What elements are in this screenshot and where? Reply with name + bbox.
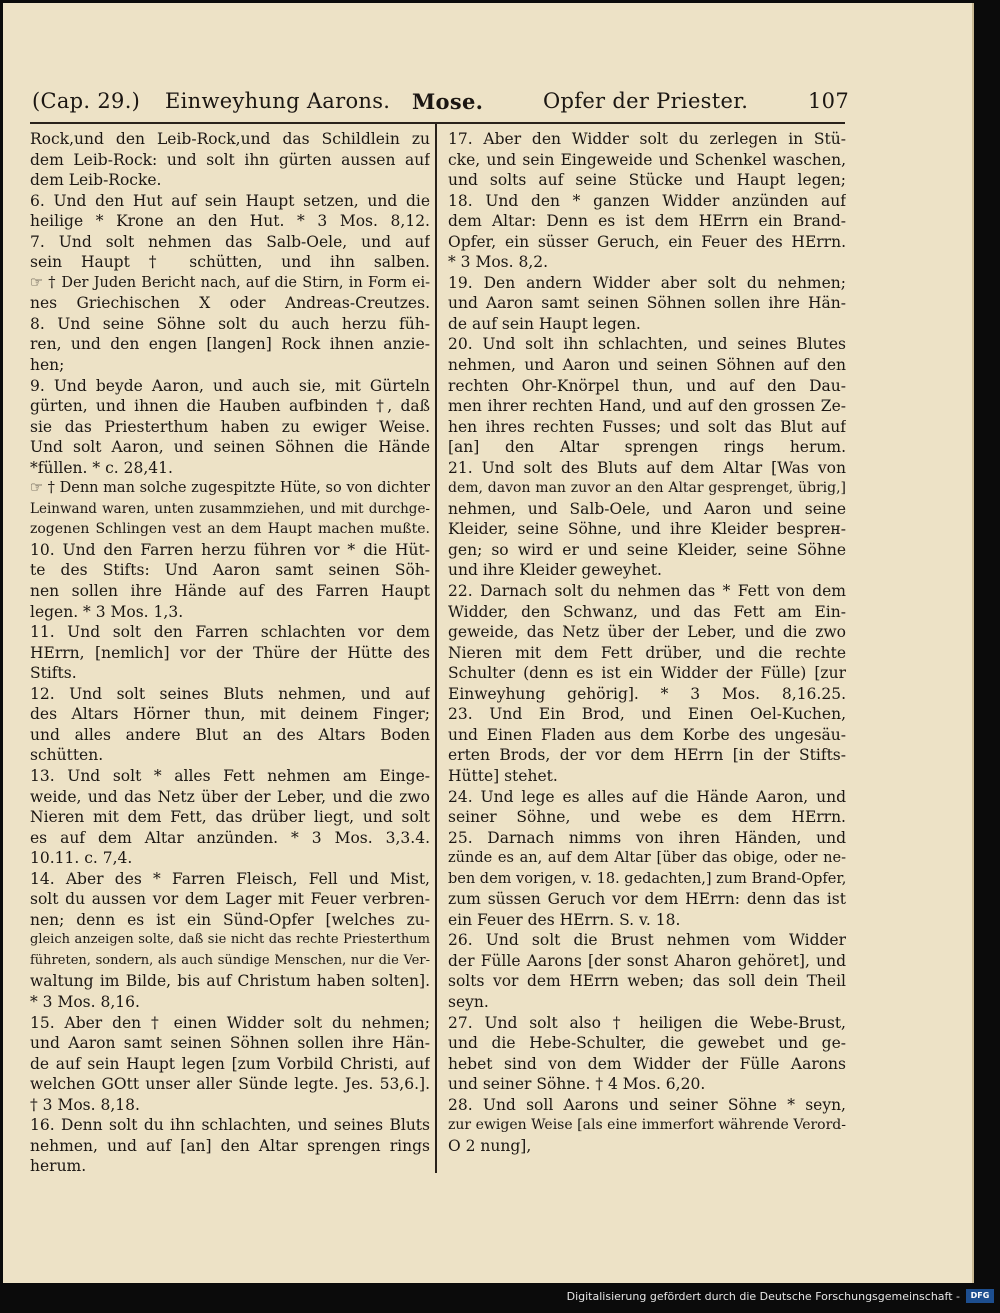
text-line: nehmen, und Aaron und seinen Söhnen auf den — [448, 356, 846, 375]
text-line: solts vor dem HErrn weben; das soll dein Theil — [448, 972, 846, 991]
text-line: 22. Darnach solt du nehmen das * Fett von dem — [448, 582, 846, 601]
text-line: dem Altar: Denn es ist dem HErrn ein Brand- — [448, 212, 846, 231]
text-line: zogenen Schlingen vest an dem Haupt machen mußte. — [30, 521, 430, 538]
text-line: 9. Und beyde Aaron, und auch sie, mit Gürteln — [30, 376, 430, 395]
text-line: waltung im Bilde, bis auf Christum haben solten]. — [30, 972, 430, 991]
text-line: 10. Und den Farren herzu führen vor * die Hüt- — [30, 540, 430, 559]
text-line: und seiner Söhne. † 4 Mos. 6,20. — [448, 1075, 706, 1094]
text-line: führeten, sondern, als auch sündige Menschen, nur die Ver- — [30, 952, 430, 968]
text-line: seyn. — [448, 992, 489, 1011]
digitization-footer — [0, 1285, 1000, 1313]
text-line: men ihrer rechten Hand, und auf den grossen Ze- — [448, 397, 846, 416]
text-line: 14. Aber des * Farren Fleisch, Fell und Mist, — [30, 869, 430, 888]
text-line: erten Brods, der vor dem HErrn [in der Stifts- — [448, 746, 846, 765]
text-line: Kleider, seine Söhne, und ihre Kleider besprен- — [448, 520, 846, 539]
text-line: zünde es an, auf dem Altar [über das obige, oder ne- — [448, 850, 846, 867]
text-line: 19. Den andern Widder aber solt du nehmen; — [448, 273, 846, 292]
text-line: und solts auf seine Stücke und Haupt legen; — [448, 171, 846, 190]
page-number: 107 — [808, 89, 849, 113]
text-line: 25. Darnach nimms von ihren Händen, und — [448, 828, 846, 847]
text-line: ☞ † Denn man solche zugespitzte Hüte, so von dichter — [30, 480, 430, 497]
text-line: Rock,und den Leib-Rock,und das Schildlein zu — [30, 130, 430, 148]
text-line: 23. Und Ein Brod, und Einen Oel-Kuchen, — [448, 705, 846, 724]
text-line: 7. Und solt nehmen das Salb-Oele, und auf — [30, 232, 430, 251]
text-line: herum. — [30, 1157, 87, 1176]
text-line: de auf sein Haupt legen. — [448, 314, 641, 333]
text-line: hebet sind von dem Widder der Fülle Aarons — [448, 1054, 846, 1073]
running-title: Einweyhung Aarons. — [165, 89, 391, 113]
text-line: zur ewigen Weise [als eine immerfort währende Verord- — [448, 1117, 846, 1134]
text-line: und ihre Kleider geweyhet. — [448, 561, 662, 580]
text-line: dem Leib-Rocke. — [30, 171, 162, 190]
text-line: Hütte] stehet. — [448, 766, 558, 785]
text-line: der Fülle Aarons [der sonst Aharon gehöret], und — [448, 951, 846, 970]
digitization-note: Digitalisierung gefördert durch die Deutsche Forschungsgemeinschaft - — [566, 1290, 960, 1303]
text-line: hen; — [30, 356, 65, 375]
text-line: 26. Und solt die Brust nehmen vom Widder — [448, 931, 846, 950]
text-line: nes Griechischen X oder Andreas-Creutzes. — [30, 294, 430, 313]
text-line: und die Hebe-Schulter, die gewebet und ge- — [448, 1034, 846, 1053]
text-line: Stifts. — [30, 664, 77, 683]
text-line: schütten. — [30, 746, 104, 765]
text-line: sein Haupt † schütten, und ihn salben. — [30, 253, 430, 272]
text-line: dem Leib-Rock: und solt ihn gürten aussen auf — [30, 150, 430, 169]
text-line: 13. Und solt * alles Fett nehmen am Einge- — [30, 766, 430, 785]
text-line: seiner Söhne, und webe es dem HErrn. — [448, 808, 846, 827]
text-line: *füllen. * c. 28,41. — [30, 458, 173, 477]
text-line: Schulter (denn es ist ein Widder der Fülle) [zur — [448, 664, 846, 683]
text-line: HErrn, [nemlich] vor der Thüre der Hütte des — [30, 643, 430, 662]
text-line: legen. * 3 Mos. 1,3. — [30, 602, 184, 621]
text-line: 8. Und seine Söhne solt du auch herzu füh- — [30, 314, 430, 333]
text-line: ben dem vorigen, v. 18. gedachten,] zum Brand-Opfer, — [448, 870, 846, 887]
text-line: weide, und das Netz über der Leber, und die zwo — [30, 787, 430, 806]
text-line: Und solt Aaron, und seinen Söhnen die Hände — [30, 438, 430, 457]
text-line: 21. Und solt des Bluts auf dem Altar [Was von — [448, 458, 846, 477]
text-line: rechten Ohr-Knörpel thun, und auf den Dau- — [448, 376, 846, 395]
text-line: 16. Denn solt du ihn schlachten, und seines Bluts — [30, 1116, 430, 1135]
text-line: gen; so wird er und seine Kleider, seine Söhne — [448, 540, 846, 559]
text-line: solt du aussen vor dem Lager mit Feuer verbren- — [30, 890, 430, 909]
text-line: * 3 Mos. 8,2. — [448, 253, 549, 272]
text-line: 11. Und solt den Farren schlachten vor dem — [30, 623, 430, 642]
right-column — [448, 129, 846, 1156]
text-line: 12. Und solt seines Bluts nehmen, und auf — [30, 684, 430, 703]
text-line: * 3 Mos. 8,16. — [30, 992, 140, 1011]
text-line: nehmen, und Salb-Oele, und Aaron und seine — [448, 499, 846, 518]
text-line: 28. Und soll Aarons und seiner Söhne * seyn, — [448, 1095, 846, 1114]
text-line: te des Stifts: Und Aaron samt seinen Söh- — [30, 561, 430, 580]
text-line: Opfer, ein süsser Geruch, ein Feuer des HErrn. — [448, 232, 846, 251]
book-title: Mose. — [412, 89, 484, 114]
text-line: Nieren mit dem Fett, das drüber liegt, und solt — [30, 808, 430, 827]
text-line: 24. Und lege es alles auf die Hände Aaron, und — [448, 787, 846, 806]
text-line: † 3 Mos. 8,18. — [30, 1095, 140, 1114]
text-line: ein Feuer des HErrn. S. v. 18. — [448, 910, 681, 929]
running-header — [30, 89, 849, 121]
text-line: und Aaron samt seinen Söhnen sollen ihre Hän- — [30, 1034, 430, 1053]
text-line: de auf sein Haupt legen [zum Vorbild Christi, auf — [30, 1054, 430, 1073]
text-line: und Einen Fladen aus dem Korbe des ungesäu- — [448, 725, 846, 744]
text-line: nen sollen ihre Hände auf des Farren Haupt — [30, 582, 430, 601]
text-line: gleich anzeigen solte, daß sie nicht das rechte Priesterthum — [30, 932, 430, 948]
text-line: welchen GOtt unser aller Sünde legte. Jes. 53,6.]. — [30, 1075, 430, 1094]
chapter-label: (Cap. 29.) — [32, 89, 141, 113]
text-line: nehmen, und auf [an] den Altar sprengen rings — [30, 1136, 430, 1155]
text-line: heilige * Krone an den Hut. * 3 Mos. 8,12. — [30, 212, 430, 231]
text-line: [an] den Altar sprengen rings herum. — [448, 438, 846, 457]
text-line: zum süssen Geruch vor dem HErrn: denn das ist — [448, 890, 846, 909]
text-line: es auf dem Altar anzünden. * 3 Mos. 3,3.4. — [30, 828, 430, 847]
text-line: 18. Und den * ganzen Widder anzünden auf — [448, 191, 846, 210]
text-line: 27. Und solt also † heiligen die Webe-Brust, — [448, 1013, 846, 1032]
text-line: Leinwand waren, unten zusammziehen, und mit durchge- — [30, 500, 430, 517]
text-line: Einweyhung gehörig]. * 3 Mos. 8,16.25. — [448, 684, 846, 703]
text-line: 15. Aber den † einen Widder solt du nehmen; — [30, 1013, 430, 1032]
text-line: ren, und den engen [langen] Rock ihnen anzie- — [30, 335, 430, 354]
text-line: 20. Und solt ihn schlachten, und seines Blutes — [448, 335, 846, 354]
text-line: hen ihres rechten Fusses; und solt das Blut auf — [448, 417, 846, 436]
text-line: ☞ † Der Juden Bericht nach, auf die Stirn, in Form ei- — [30, 274, 430, 291]
text-line: geweide, das Netz über der Leber, und die zwo — [448, 623, 846, 642]
text-line: 6. Und den Hut auf sein Haupt setzen, und die — [30, 191, 430, 210]
text-line: 17. Aber den Widder solt du zerlegen in Stü- — [448, 130, 846, 148]
text-line: sie das Priesterthum haben zu ewiger Weise. — [30, 417, 430, 436]
text-line: 10.11. c. 7,4. — [30, 849, 133, 868]
header-rule — [30, 122, 845, 124]
text-line: dem, davon man zuvor an den Altar gesprenget, übrig,] — [448, 480, 846, 497]
text-line: und alles andere Blut an des Altars Boden — [30, 725, 430, 744]
text-line: Widder, den Schwanz, und das Fett am Ein- — [448, 602, 846, 621]
text-line: Nieren mit dem Fett drüber, und die rechte — [448, 643, 846, 662]
text-line: des Altars Hörner thun, mit deinem Finger; — [30, 705, 430, 724]
text-line: O 2 nung], — [448, 1136, 532, 1155]
text-line: cke, und sein Eingeweide und Schenkel waschen, — [448, 150, 846, 169]
page-topic: Opfer der Priester. — [543, 89, 749, 113]
column-divider — [435, 123, 437, 1173]
text-line: gürten, und ihnen die Hauben aufbinden †, daß — [30, 397, 430, 416]
text-line: nen; denn es ist ein Sünd-Opfer [welches zu- — [30, 910, 430, 929]
scanned-page — [3, 3, 974, 1283]
left-column — [30, 129, 430, 1177]
dfg-logo: DFG — [966, 1289, 994, 1303]
text-line: und Aaron samt seinen Söhnen sollen ihre Hän- — [448, 294, 846, 313]
